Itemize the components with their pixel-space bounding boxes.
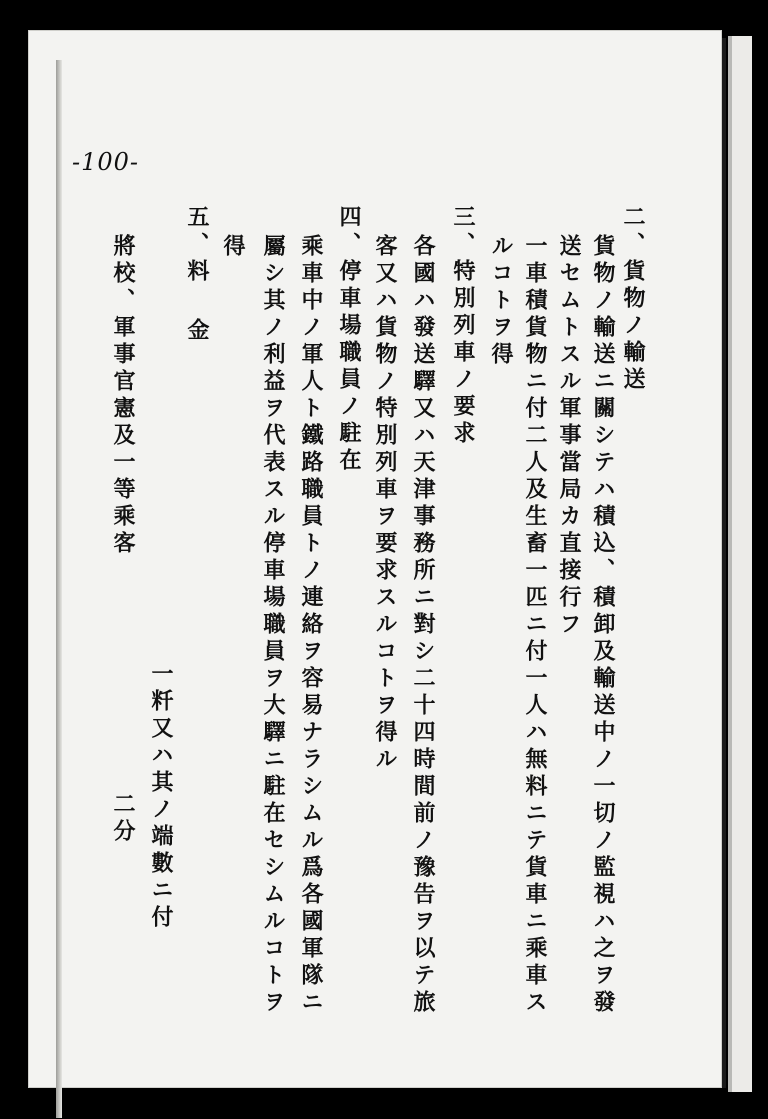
text-line: 各國ハ發送驛又ハ天津事務所ニ對シ二十四時間前ノ豫告ヲ以テ旅: [410, 234, 436, 1017]
text-line: 客又ハ貨物ノ特別列車ヲ要求スルコトヲ得ル: [372, 234, 398, 774]
heading-3-special-train: 三、特別列車ノ要求: [450, 205, 476, 448]
text-line: ルコトヲ得: [488, 234, 514, 369]
text-line: 貨物ノ輸送ニ關シテハ積込、積卸及輸送中ノ一切ノ監視ハ之ヲ發: [590, 234, 616, 1017]
heading-5-fare: 五、料: [184, 205, 210, 286]
heading-4-station-staff: 四、停車場職員ノ駐在: [336, 205, 362, 475]
page-gutter: [722, 38, 726, 1088]
text-line: 乘車中ノ軍人ト鐵路職員トノ連絡ヲ容易ナラシムル爲各國軍隊ニ: [298, 234, 324, 1017]
fare-unit-label: 一粁又ハ其ノ端數ニ付: [148, 662, 174, 932]
text-line: 得: [220, 234, 246, 261]
heading-2-cargo-transport: 二、貨物ノ輸送: [620, 205, 646, 394]
page-binding-shadow: [56, 60, 62, 1118]
fare-category: 將校、軍事官憲及一等乘客: [110, 234, 136, 558]
text-line: 送セムトスル軍事當局カ直接行フ: [556, 234, 582, 639]
page-number: -100-: [72, 148, 140, 176]
heading-5-fare-cont: 金: [184, 318, 210, 345]
next-page-edge: [728, 36, 752, 1092]
text-line: 屬シ其ノ利益ヲ代表スル停車場職員ヲ大驛ニ駐在セシムルコトヲ: [260, 234, 286, 1017]
text-line: 一車積貨物ニ付二人及生畜一匹ニ付一人ハ無料ニテ貨車ニ乘車ス: [522, 234, 548, 1017]
fare-amount: 二分: [110, 792, 136, 846]
